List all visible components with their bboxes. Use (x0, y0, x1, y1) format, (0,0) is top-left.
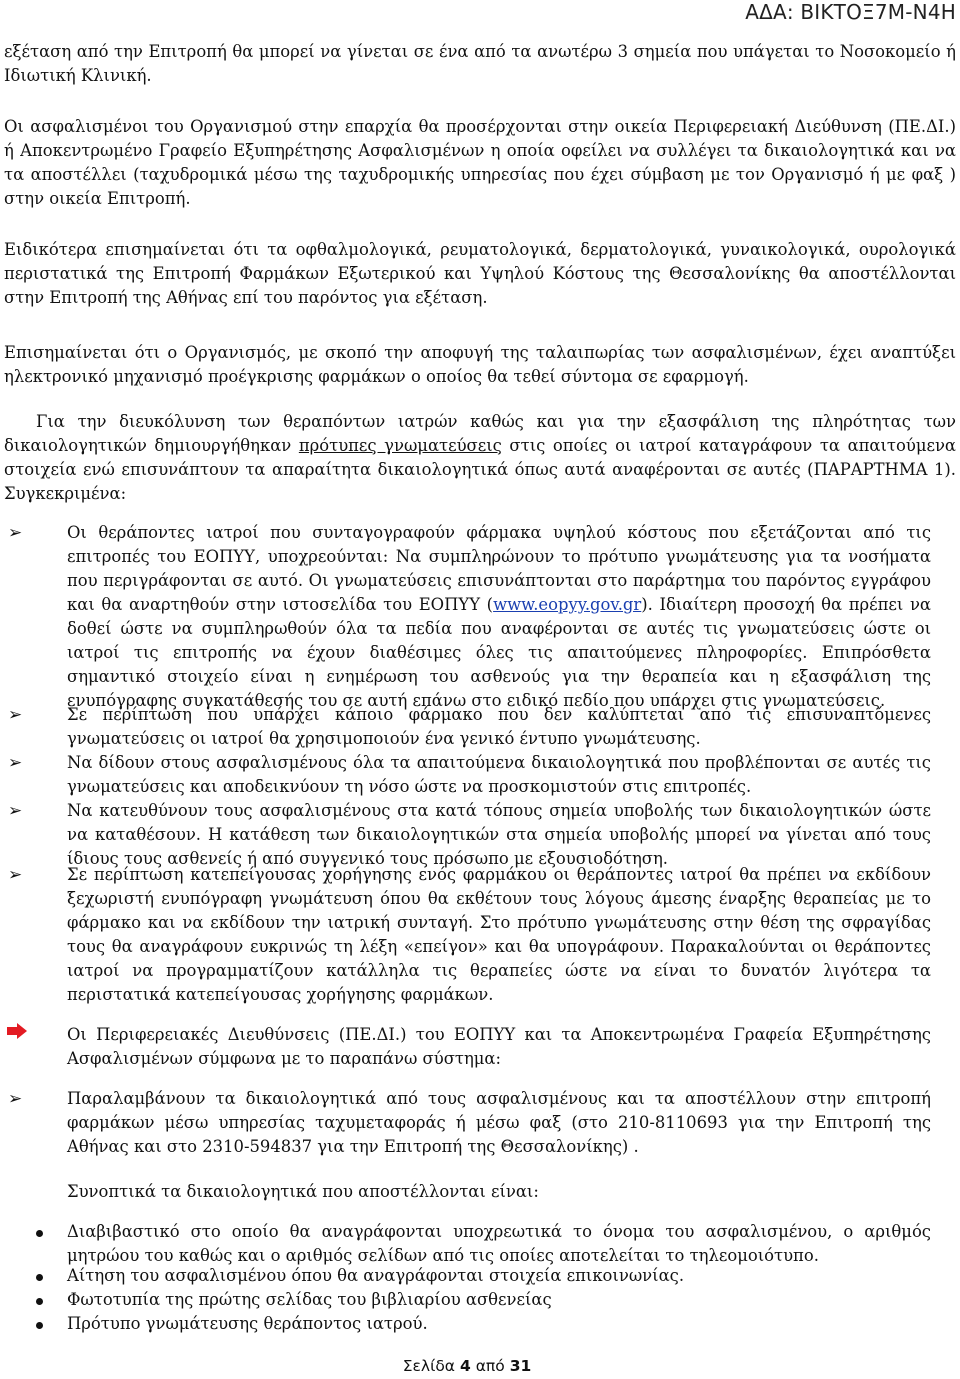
summary-item: Φωτοτυπία της πρώτης σελίδας του βιβλιαρίου ασθενείας (67, 1290, 552, 1309)
template-opinions-underlined: πρότυπες γνωματεύσεις (298, 436, 502, 455)
bullet-dot-icon (36, 1298, 43, 1305)
bullet-urgent-administration: Σε περίπτωση κατεπείγουσας χορήγησης ενός φαρμάκου οι θεράποντες ιατροί θα πρέπει να εκδίδουν ξεχωριστή ενυπόγραφη γνωμάτευση όπου θα εκθέτουν τους λόγους άμεσης έναρξης θεραπείας με το φάρμακο και να εκδίδουν την ιατρική συνταγή. Στο πρότυπο γνωμάτευσης στην θέση της σφραγίδας τους θα αναγράφουν ευκρινώς τη λέξη «επείγον» και θα υπογράφουν. Παρακαλούνται οι θεράποντες ιατροί να προγραμματίζουν κατάλληλα τις θεραπείες ώστε να είναι το δυνατόν λιγότερα τα περιστατικά κατεπείγουσας χορήγησης φαρμάκων. (67, 865, 931, 1004)
paragraph-specialty-cases: Ειδικότερα επισημαίνεται ότι τα οφθαλμολογικά, ρευματολογικά, δερματολογικά, γυναικολογικά, ουρολογικά περιστατικά της Επιτροπή Φαρμάκων Εξωτερικού και Υψηλού Κόστους της Θεσσαλονίκης θα αποστέλλονται στην Επιτροπή της Αθήνας επί του παρόντος για εξέταση. (4, 240, 956, 307)
bullet-doctors-obligations (67, 521, 931, 713)
arrow-item-regional-directorates: Οι Περιφερειακές Διευθύνσεις (ΠΕ.ΔΙ.) του ΕΟΠΥΥ και τα Αποκεντρωμένα Γραφεία Εξυπηρέτησης Ασφαλισμένων σύμφωνα με το παραπάνω σύστημα: (67, 1025, 931, 1068)
summary-intro: Συνοπτικά τα δικαιολογητικά που αποστέλλονται είναι: (67, 1182, 539, 1201)
arrowhead-bullet-icon: ➢ (8, 523, 23, 543)
summary-item: Πρότυπο γνωμάτευσης θεράποντος ιατρού. (67, 1314, 428, 1333)
bullet-doctors-text-a: Οι θεράποντες ιατροί που συνταγογραφούν φάρμακα υψηλού κόστους που εξετάζονται από τις επιτροπές του ΕΟΠΥΥ, υποχρεούνται: Να συμπληρώνουν το πρότυπο γνωμάτευσης για τα νοσήματα που περιγράφονται σε αυτό. Οι γνωματεύσεις επισυνάπτονται στο παράρτημα του παρόντος εγγράφου και θα αναρτηθούν στην ιστοσελίδα του ΕΟΠΥΥ ( (67, 523, 931, 614)
bullet-doctors-text-b: ). Ιδιαίτερη προσοχή θα πρέπει να δοθεί ώστε να συμπληρωθούν όλα τα πεδία που αναφέρονται σε αυτές τις γνωματεύσεις ώστε οι ιατροί τις επιτροπής να έχουν διαθέσιμες όλες τις απαιτούμενες πληροφορίες. Επιπρόσθετα σημαντικό στοιχείο είναι η ενημέρωση του ασθενούς για την θεραπεία και η εξασφάλιση της ενυπόγραφης συγκατάθεσής του σε αυτή επάνω στο ειδικό πεδίο που υπάρχει στις γνωματεύσεις. (67, 595, 931, 710)
arrowhead-bullet-icon: ➢ (8, 753, 23, 773)
paragraph-committee-exam: εξέταση από την Επιτροπή θα μπορεί να γίνεται σε ένα από τα ανωτέρω 3 σημεία που υπάγεται το Νοσοκομείο ή Ιδιωτική Κλινική. (4, 42, 956, 85)
bullet-dot-icon (36, 1230, 43, 1237)
bullet-submission-points: Να κατευθύνουν τους ασφαλισμένους στα κατά τόπους σημεία υποβολής των δικαιολογητικών ώστε να καταθέσουν. Η κατάθεση των δικαιολογητικών στα σημεία υποβολής μπορεί να γίνεται από τους ίδιους τους ασθενείς ή από συγγενικό τους πρόσωπο με εξουσιοδότηση. (67, 801, 931, 868)
bullet-dot-icon (36, 1322, 43, 1329)
footer-total-pages: 31 (509, 1357, 532, 1375)
footer-of-label: από (475, 1357, 505, 1375)
bullet-provide-documents: Να δίδουν στους ασφαλισμένους όλα τα απαιτούμενα δικαιολογητικά που προβλέπονται σε αυτές τις γνωματεύσεις και αποδεικνύουν τη νόσο ώστε να προσκομιστούν στις επιτροπές. (67, 753, 931, 796)
footer-page-number: 4 (459, 1357, 471, 1375)
template-opinions-text-a: Για την διευκόλυνση των θεραπόντων ιατρών καθώς και για την εξασφάλιση της πληρότητας των δικαιολογητικών δημιουργήθηκαν (4, 412, 956, 455)
arrowhead-bullet-icon: ➢ (8, 1089, 23, 1109)
summary-item: Αίτηση του ασφαλισμένου όπου θα αναγράφονται στοιχεία επικοινωνίας. (67, 1266, 685, 1285)
page-footer (0, 1356, 934, 1376)
paragraph-template-opinions (4, 410, 956, 506)
template-opinions-text-b: στις οποίες οι ιατροί καταγράφουν τα απαιτούμενα στοιχεία ενώ επισυνάπτουν τα απαραίτητα δικαιολογητικά όπως αυτά αναφέρονται σε αυτές (ΠΑΡΑΡΤΗΜΑ 1). Συγκεκριμένα: (4, 436, 956, 503)
bullet-receive-documents: Παραλαμβάνουν τα δικαιολογητικά από τους ασφαλισμένους και τα αποστέλλουν στην επιτροπή φαρμάκων μέσω υπηρεσίας ταχυμεταφοράς ή μέσω φαξ (στο 210-8110693 για την Επιτροπή της Αθήνας και στο 2310-594837 για την Επιτροπή της Θεσσαλονίκης) . (67, 1089, 931, 1156)
arrowhead-bullet-icon: ➢ (8, 865, 23, 885)
paragraph-electronic-preapproval: Επισημαίνεται ότι ο Οργανισμός, με σκοπό την αποφυγή της ταλαιπωρίας των ασφαλισμένων, έχει αναπτύξει ηλεκτρονικό μηχανισμό προέγκρισης φαρμάκων ο οποίος θα τεθεί σύντομα σε εφαρμογή. (4, 343, 956, 386)
ada-code: ΑΔΑ: ΒΙΚΤΟΞ7Μ-Ν4Η (745, 0, 956, 24)
arrowhead-bullet-icon: ➢ (8, 801, 23, 821)
arrowhead-bullet-icon: ➢ (8, 705, 23, 725)
red-arrow-icon (6, 1022, 28, 1040)
bullet-dot-icon (36, 1274, 43, 1281)
eopyy-website-link[interactable]: www.eopyy.gov.gr (493, 595, 642, 614)
paragraph-regional-insured: Οι ασφαλισμένοι του Οργανισμού στην επαρχία θα προσέρχονται στην οικεία Περιφερειακή Διεύθυνση (ΠΕ.ΔΙ.) ή Αποκεντρωμένο Γραφείο Εξυπηρέτησης Ασφαλισμένων η οποία οφείλει να συλλέγει τα δικαιολογητικά και να τα αποστέλλει (ταχυδρομικά μέσω της ταχυδρομικής υπηρεσίας που έχει σύμβαση με τον Οργανισμό ή με φαξ ) στην οικεία Επιτροπή. (4, 117, 956, 208)
bullet-general-form: Σε περίπτωση που υπάρχει κάποιο φάρμακο που δεν καλύπτεται από τις επισυναπτόμενες γνωματεύσεις οι ιατροί θα χρησιμοποιούν ένα γενικό έντυπο γνωμάτευσης. (67, 705, 931, 748)
footer-page-label: Σελίδα (402, 1357, 456, 1375)
summary-item: Διαβιβαστικό στο οποίο θα αναγράφονται υποχρεωτικά το όνομα του ασφαλισμένου, ο αριθμός μητρώου του καθώς και ο αριθμός σελίδων από τις οποίες αποτελείται το τηλεομοιότυπο. (67, 1222, 931, 1265)
